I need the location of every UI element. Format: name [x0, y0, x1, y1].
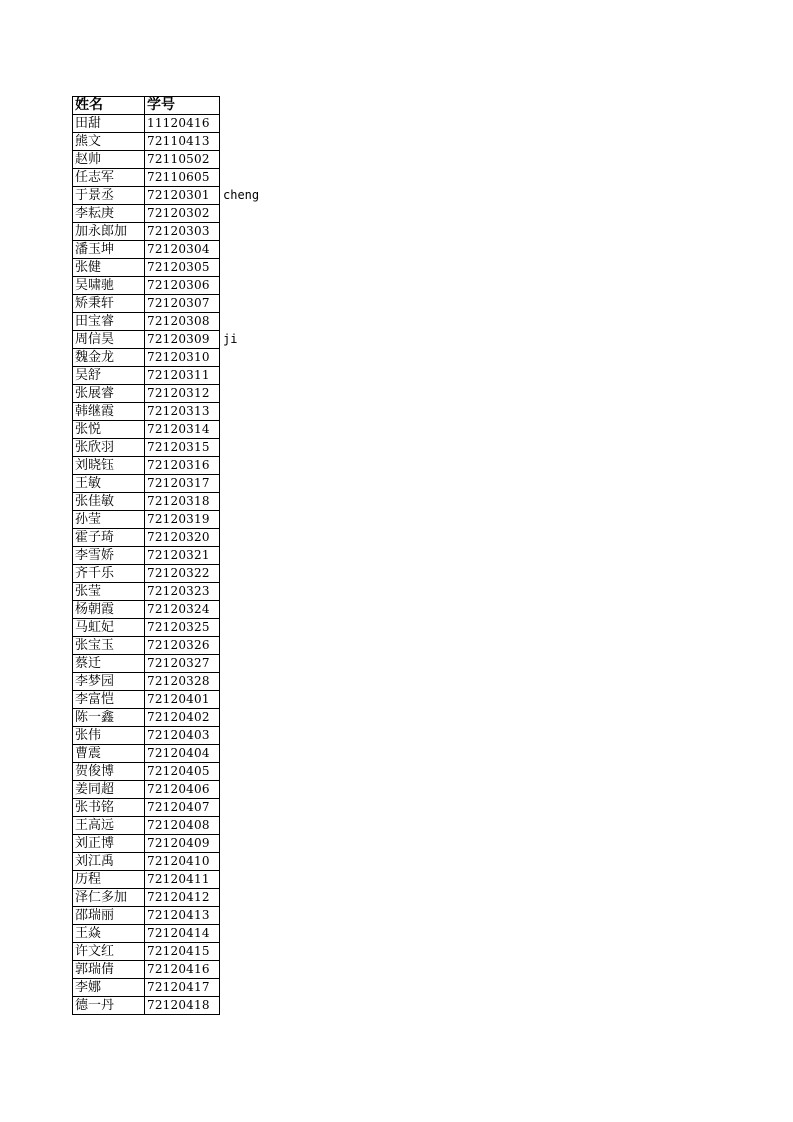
table-row: [73, 871, 220, 889]
table-row: [73, 781, 220, 799]
table-row: [73, 997, 220, 1015]
cell-student-id[interactable]: 72120416: [145, 961, 220, 979]
cell-student-name[interactable]: 霍子琦: [73, 529, 145, 547]
cell-student-id[interactable]: 72120415: [145, 943, 220, 961]
cell-student-name[interactable]: 张展睿: [73, 385, 145, 403]
cell-student-id[interactable]: 72120302: [145, 205, 220, 223]
cell-student-id[interactable]: 72120324: [145, 601, 220, 619]
cell-student-name[interactable]: 任志军: [73, 169, 145, 187]
cell-student-id[interactable]: 72120322: [145, 565, 220, 583]
table-row: [73, 673, 220, 691]
cell-student-id[interactable]: 72120310: [145, 349, 220, 367]
table-row: [73, 853, 220, 871]
cell-student-id[interactable]: 72120402: [145, 709, 220, 727]
table-row: [73, 367, 220, 385]
table-row: [73, 259, 220, 277]
table-row: [73, 295, 220, 313]
cell-student-id[interactable]: 72120405: [145, 763, 220, 781]
table-row: [73, 655, 220, 673]
table-row: [73, 547, 220, 565]
cell-student-id[interactable]: 72120417: [145, 979, 220, 997]
cell-student-id[interactable]: 72120314: [145, 421, 220, 439]
cell-student-name[interactable]: 吴啸驰: [73, 277, 145, 295]
cell-student-id[interactable]: 72120410: [145, 853, 220, 871]
side-note-text[interactable]: cheng: [223, 188, 260, 202]
cell-student-name[interactable]: 邵瑞丽: [73, 907, 145, 925]
cell-student-name[interactable]: 张伟: [73, 727, 145, 745]
cell-student-id[interactable]: 72120317: [145, 475, 220, 493]
cell-student-id[interactable]: 72120414: [145, 925, 220, 943]
cell-student-name[interactable]: 吴舒: [73, 367, 145, 385]
cell-student-id[interactable]: 72120412: [145, 889, 220, 907]
cell-student-name[interactable]: 蔡迁: [73, 655, 145, 673]
cell-student-name[interactable]: 魏金龙: [73, 349, 145, 367]
table-row: [73, 961, 220, 979]
cell-student-name[interactable]: 于景丞: [73, 187, 145, 205]
table-row: [73, 943, 220, 961]
cell-student-name[interactable]: 加永郎加: [73, 223, 145, 241]
cell-student-id[interactable]: 72120323: [145, 583, 220, 601]
cell-student-id[interactable]: 72120306: [145, 277, 220, 295]
cell-student-id[interactable]: 72120305: [145, 259, 220, 277]
cell-student-id[interactable]: 72120321: [145, 547, 220, 565]
table-row: [73, 637, 220, 655]
table-row: [73, 475, 220, 493]
cell-student-id[interactable]: 11120416: [145, 115, 220, 133]
cell-student-name[interactable]: 刘晓钰: [73, 457, 145, 475]
cell-student-name[interactable]: 田甜: [73, 115, 145, 133]
cell-student-id[interactable]: 72120403: [145, 727, 220, 745]
cell-student-name[interactable]: 李梦园: [73, 673, 145, 691]
cell-student-id[interactable]: 72120328: [145, 673, 220, 691]
table-row: [73, 493, 220, 511]
table-row: [73, 205, 220, 223]
cell-student-id[interactable]: 72120315: [145, 439, 220, 457]
cell-student-name[interactable]: 郭瑞倩: [73, 961, 145, 979]
cell-student-name[interactable]: 杨朝霞: [73, 601, 145, 619]
cell-student-name[interactable]: 刘正博: [73, 835, 145, 853]
cell-student-id[interactable]: 72120320: [145, 529, 220, 547]
cell-student-name[interactable]: 历程: [73, 871, 145, 889]
cell-student-name[interactable]: 李雪娇: [73, 547, 145, 565]
table-row: [73, 349, 220, 367]
cell-student-id[interactable]: 72120326: [145, 637, 220, 655]
table-row: [73, 691, 220, 709]
cell-student-id[interactable]: 72120303: [145, 223, 220, 241]
cell-student-id[interactable]: 72110502: [145, 151, 220, 169]
cell-student-id[interactable]: 72120311: [145, 367, 220, 385]
cell-student-id[interactable]: 72120308: [145, 313, 220, 331]
cell-student-name[interactable]: 刘江禹: [73, 853, 145, 871]
cell-student-name[interactable]: 张莹: [73, 583, 145, 601]
cell-student-id[interactable]: 72120319: [145, 511, 220, 529]
cell-student-name[interactable]: 齐千乐: [73, 565, 145, 583]
cell-student-id[interactable]: 72120418: [145, 997, 220, 1015]
cell-student-id[interactable]: 72120301: [145, 187, 220, 205]
table-row: [73, 763, 220, 781]
table-row: [73, 169, 220, 187]
table-row: [73, 709, 220, 727]
cell-student-id[interactable]: 72120316: [145, 457, 220, 475]
cell-student-name[interactable]: 姜同超: [73, 781, 145, 799]
cell-student-name[interactable]: 许文红: [73, 943, 145, 961]
cell-student-id[interactable]: 72120309: [145, 331, 220, 349]
cell-student-id[interactable]: 72120318: [145, 493, 220, 511]
table-row: [73, 277, 220, 295]
side-note-text[interactable]: ji: [223, 332, 238, 346]
cell-student-name[interactable]: 张书铭: [73, 799, 145, 817]
cell-student-name[interactable]: 贺俊博: [73, 763, 145, 781]
cell-student-name[interactable]: 熊文: [73, 133, 145, 151]
cell-student-id[interactable]: 72120307: [145, 295, 220, 313]
cell-student-name[interactable]: 张佳敏: [73, 493, 145, 511]
cell-student-name[interactable]: 王焱: [73, 925, 145, 943]
cell-student-name[interactable]: 张悦: [73, 421, 145, 439]
cell-student-id[interactable]: 72120312: [145, 385, 220, 403]
table-row: [73, 385, 220, 403]
cell-student-id[interactable]: 72110605: [145, 169, 220, 187]
cell-student-name[interactable]: 李富恺: [73, 691, 145, 709]
table-row: [73, 565, 220, 583]
column-header-student-id[interactable]: 学号: [145, 97, 220, 115]
cell-student-name[interactable]: 潘玉坤: [73, 241, 145, 259]
table-row: [73, 511, 220, 529]
table-row: [73, 529, 220, 547]
table-row: [73, 457, 220, 475]
table-row: [73, 403, 220, 421]
cell-student-id[interactable]: 72120404: [145, 745, 220, 763]
cell-student-name[interactable]: 李耘庚: [73, 205, 145, 223]
table-row: [73, 799, 220, 817]
table-row: [73, 583, 220, 601]
cell-student-id[interactable]: 72110413: [145, 133, 220, 151]
cell-student-name[interactable]: 韩继霞: [73, 403, 145, 421]
table-row: [73, 115, 220, 133]
cell-student-name[interactable]: 田宝睿: [73, 313, 145, 331]
cell-student-name[interactable]: 矫秉轩: [73, 295, 145, 313]
table-row: [73, 151, 220, 169]
table-row: [73, 979, 220, 997]
cell-student-name[interactable]: 孙莹: [73, 511, 145, 529]
cell-student-id[interactable]: 72120327: [145, 655, 220, 673]
table-row: [73, 331, 220, 349]
cell-student-name[interactable]: 李娜: [73, 979, 145, 997]
cell-student-name[interactable]: 曹震: [73, 745, 145, 763]
cell-student-id[interactable]: 72120401: [145, 691, 220, 709]
cell-student-name[interactable]: 张宝玉: [73, 637, 145, 655]
cell-student-id[interactable]: 72120413: [145, 907, 220, 925]
cell-student-id[interactable]: 72120325: [145, 619, 220, 637]
table-row: [73, 601, 220, 619]
table-row: [73, 835, 220, 853]
header-row: [73, 97, 220, 115]
table-row: [73, 745, 220, 763]
cell-student-name[interactable]: 陈一鑫: [73, 709, 145, 727]
cell-student-name[interactable]: 德一丹: [73, 997, 145, 1015]
table-row: [73, 907, 220, 925]
cell-student-id[interactable]: 72120411: [145, 871, 220, 889]
cell-student-id[interactable]: 72120304: [145, 241, 220, 259]
table-body: [73, 115, 220, 1015]
table-row: [73, 241, 220, 259]
table-row: [73, 421, 220, 439]
cell-student-name[interactable]: 张健: [73, 259, 145, 277]
table-row: [73, 313, 220, 331]
table-row: [73, 439, 220, 457]
cell-student-id[interactable]: 72120407: [145, 799, 220, 817]
table-row: [73, 889, 220, 907]
cell-student-id[interactable]: 72120409: [145, 835, 220, 853]
cell-student-name[interactable]: 马虹妃: [73, 619, 145, 637]
table-row: [73, 619, 220, 637]
cell-student-id[interactable]: 72120313: [145, 403, 220, 421]
cell-student-name[interactable]: 王敏: [73, 475, 145, 493]
table-row: [73, 223, 220, 241]
cell-student-name[interactable]: 赵帅: [73, 151, 145, 169]
cell-student-id[interactable]: 72120406: [145, 781, 220, 799]
cell-student-name[interactable]: 周信昊: [73, 331, 145, 349]
cell-student-id[interactable]: 72120408: [145, 817, 220, 835]
student-table: [72, 96, 220, 1015]
cell-student-name[interactable]: 张欣羽: [73, 439, 145, 457]
table-row: [73, 133, 220, 151]
table-row: [73, 727, 220, 745]
column-header-name[interactable]: 姓名: [73, 97, 145, 115]
cell-student-name[interactable]: 王高远: [73, 817, 145, 835]
table-row: [73, 187, 220, 205]
table-row: [73, 817, 220, 835]
cell-student-name[interactable]: 泽仁多加: [73, 889, 145, 907]
table-row: [73, 925, 220, 943]
